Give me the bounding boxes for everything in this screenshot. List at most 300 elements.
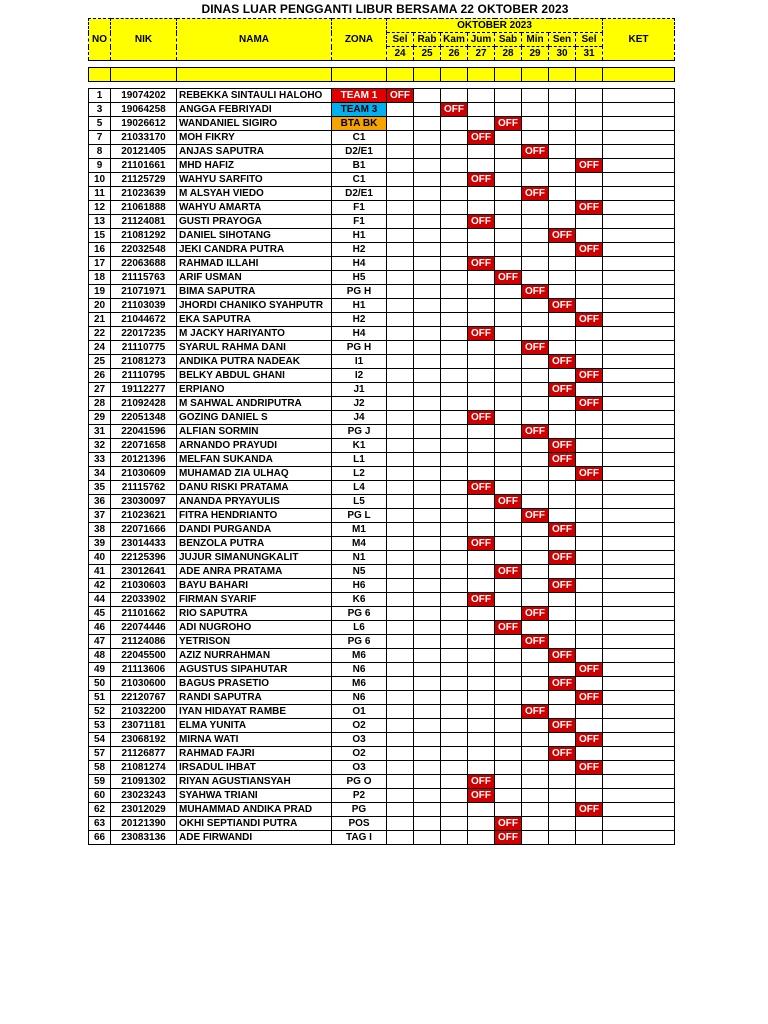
day-cell <box>387 271 414 285</box>
day-cell <box>522 103 549 117</box>
row-nik: 21081274 <box>111 761 177 775</box>
row-nama: RANDI SAPUTRA <box>177 691 332 705</box>
day-cell <box>468 635 495 649</box>
day-cell <box>414 775 441 789</box>
day-cell <box>522 173 549 187</box>
day-cell <box>441 453 468 467</box>
day-cell <box>387 649 414 663</box>
day-cell <box>468 313 495 327</box>
day-cell <box>414 663 441 677</box>
row-zona: O3 <box>332 761 387 775</box>
off-marker: OFF <box>468 215 495 229</box>
row-nik: 22063688 <box>111 257 177 271</box>
day-cell <box>441 425 468 439</box>
row-zona: TEAM 3 <box>332 103 387 117</box>
day-cell <box>468 285 495 299</box>
day-cell <box>549 103 576 117</box>
table-row <box>89 467 675 481</box>
row-number: 50 <box>89 677 111 691</box>
table-row <box>89 285 675 299</box>
day-cell <box>414 705 441 719</box>
day-cell <box>576 747 603 761</box>
day-cell <box>495 649 522 663</box>
row-ket <box>603 481 675 495</box>
row-number: 44 <box>89 593 111 607</box>
day-cell <box>549 733 576 747</box>
row-number: 5 <box>89 117 111 131</box>
day-cell <box>495 537 522 551</box>
day-cell <box>387 397 414 411</box>
table-row <box>89 89 675 103</box>
day-cell <box>441 117 468 131</box>
row-ket <box>603 271 675 285</box>
day-cell <box>441 761 468 775</box>
day-cell <box>495 775 522 789</box>
row-zona: L2 <box>332 467 387 481</box>
table-row <box>89 341 675 355</box>
day-cell <box>549 131 576 145</box>
row-ket <box>603 285 675 299</box>
row-nama: RAHMAD FAJRI <box>177 747 332 761</box>
off-marker: OFF <box>549 747 576 761</box>
table-row <box>89 523 675 537</box>
off-marker: OFF <box>522 425 549 439</box>
row-ket <box>603 117 675 131</box>
day-cell <box>468 369 495 383</box>
table-row <box>89 425 675 439</box>
day-cell <box>441 621 468 635</box>
row-number: 28 <box>89 397 111 411</box>
row-nik: 21081292 <box>111 229 177 243</box>
day-cell <box>414 621 441 635</box>
off-marker: OFF <box>495 271 522 285</box>
row-zona: I1 <box>332 355 387 369</box>
row-nama: MUHAMAD ZIA ULHAQ <box>177 467 332 481</box>
day-date-header: 25 <box>414 47 441 61</box>
day-cell <box>522 691 549 705</box>
row-nama: BENZOLA PUTRA <box>177 537 332 551</box>
row-zona: PG O <box>332 775 387 789</box>
day-cell <box>387 495 414 509</box>
day-cell <box>576 495 603 509</box>
day-cell <box>414 355 441 369</box>
day-cell <box>522 537 549 551</box>
day-cell <box>522 411 549 425</box>
row-nik: 21030603 <box>111 579 177 593</box>
day-cell <box>414 341 441 355</box>
day-cell <box>414 593 441 607</box>
day-cell <box>576 565 603 579</box>
day-cell <box>549 509 576 523</box>
day-cell <box>414 607 441 621</box>
day-cell <box>576 327 603 341</box>
spacer-row <box>89 82 675 89</box>
off-marker: OFF <box>549 579 576 593</box>
row-number: 26 <box>89 369 111 383</box>
day-cell <box>576 817 603 831</box>
row-nama: DANDI PURGANDA <box>177 523 332 537</box>
row-number: 41 <box>89 565 111 579</box>
row-nik: 19074202 <box>111 89 177 103</box>
off-marker: OFF <box>549 383 576 397</box>
row-nik: 21030609 <box>111 467 177 481</box>
row-nik: 21113606 <box>111 663 177 677</box>
day-cell <box>549 173 576 187</box>
row-ket <box>603 201 675 215</box>
row-ket <box>603 831 675 845</box>
row-nama: ADE FIRWANDI <box>177 831 332 845</box>
blank-header-row <box>89 68 675 82</box>
day-cell <box>549 145 576 159</box>
day-cell <box>441 509 468 523</box>
table-row <box>89 733 675 747</box>
day-cell <box>441 131 468 145</box>
table-row <box>89 131 675 145</box>
day-cell <box>387 817 414 831</box>
day-cell <box>549 243 576 257</box>
day-cell <box>387 607 414 621</box>
day-cell <box>576 579 603 593</box>
row-number: 62 <box>89 803 111 817</box>
day-cell <box>522 117 549 131</box>
spacer-row <box>89 61 675 68</box>
row-nik: 21115763 <box>111 271 177 285</box>
day-cell <box>441 257 468 271</box>
row-nik: 23068192 <box>111 733 177 747</box>
row-ket <box>603 299 675 313</box>
day-cell <box>495 257 522 271</box>
day-cell <box>387 285 414 299</box>
row-number: 3 <box>89 103 111 117</box>
day-cell <box>576 789 603 803</box>
row-ket <box>603 411 675 425</box>
day-cell <box>549 663 576 677</box>
day-cell <box>495 285 522 299</box>
day-cell <box>495 719 522 733</box>
row-nama: ANJAS SAPUTRA <box>177 145 332 159</box>
day-cell <box>414 733 441 747</box>
day-cell <box>549 803 576 817</box>
day-cell <box>549 495 576 509</box>
day-cell <box>576 117 603 131</box>
day-cell <box>549 691 576 705</box>
off-marker: OFF <box>549 677 576 691</box>
row-ket <box>603 509 675 523</box>
day-cell <box>549 159 576 173</box>
row-number: 9 <box>89 159 111 173</box>
day-cell <box>414 789 441 803</box>
row-ket <box>603 649 675 663</box>
day-cell <box>522 551 549 565</box>
day-cell <box>414 481 441 495</box>
row-nik: 23023243 <box>111 789 177 803</box>
day-cell <box>549 761 576 775</box>
day-cell <box>522 439 549 453</box>
day-name-header: Sel <box>387 33 414 47</box>
day-cell <box>549 425 576 439</box>
day-cell <box>549 831 576 845</box>
day-cell <box>387 131 414 145</box>
day-cell <box>441 173 468 187</box>
table-row <box>89 243 675 257</box>
row-nama: JHORDI CHANIKO SYAHPUTR <box>177 299 332 313</box>
row-nik: 21110775 <box>111 341 177 355</box>
table-row <box>89 537 675 551</box>
day-cell <box>468 271 495 285</box>
day-cell <box>441 201 468 215</box>
day-cell <box>387 719 414 733</box>
table-row <box>89 313 675 327</box>
day-cell <box>414 411 441 425</box>
row-nama: SYARUL RAHMA DANI <box>177 341 332 355</box>
table-row <box>89 173 675 187</box>
day-cell <box>549 187 576 201</box>
day-date-header: 31 <box>576 47 603 61</box>
row-nik: 21030600 <box>111 677 177 691</box>
off-marker: OFF <box>468 789 495 803</box>
day-cell <box>495 467 522 481</box>
table-row <box>89 215 675 229</box>
row-nama: MHD HAFIZ <box>177 159 332 173</box>
table-row <box>89 201 675 215</box>
off-marker: OFF <box>576 159 603 173</box>
row-ket <box>603 383 675 397</box>
day-cell <box>387 761 414 775</box>
table-row <box>89 649 675 663</box>
table-row <box>89 607 675 621</box>
off-marker: OFF <box>468 257 495 271</box>
off-marker: OFF <box>387 89 414 103</box>
day-cell <box>495 313 522 327</box>
page-title: DINAS LUAR PENGGANTI LIBUR BERSAMA 22 OKTOBER 2023 <box>201 2 569 16</box>
day-date-header: 30 <box>549 47 576 61</box>
day-cell <box>468 663 495 677</box>
row-number: 11 <box>89 187 111 201</box>
row-ket <box>603 467 675 481</box>
day-cell <box>441 159 468 173</box>
day-cell <box>495 145 522 159</box>
row-nama: AGUSTUS SIPAHUTAR <box>177 663 332 677</box>
row-ket <box>603 719 675 733</box>
day-cell <box>414 649 441 663</box>
row-zona: D2/E1 <box>332 145 387 159</box>
day-cell <box>495 327 522 341</box>
day-cell <box>441 145 468 159</box>
table-row <box>89 509 675 523</box>
day-cell <box>468 187 495 201</box>
row-number: 21 <box>89 313 111 327</box>
row-ket <box>603 173 675 187</box>
day-cell <box>522 747 549 761</box>
off-marker: OFF <box>468 411 495 425</box>
day-cell <box>441 747 468 761</box>
row-zona: PG L <box>332 509 387 523</box>
day-cell <box>441 439 468 453</box>
day-cell <box>414 803 441 817</box>
day-cell <box>387 103 414 117</box>
day-cell <box>495 677 522 691</box>
row-nama: DANIEL SIHOTANG <box>177 229 332 243</box>
row-nik: 20121405 <box>111 145 177 159</box>
day-cell <box>441 691 468 705</box>
day-cell <box>441 285 468 299</box>
off-marker: OFF <box>495 817 522 831</box>
off-marker: OFF <box>522 285 549 299</box>
row-nik: 21124081 <box>111 215 177 229</box>
off-marker: OFF <box>576 803 603 817</box>
table-row <box>89 831 675 845</box>
row-zona: PG H <box>332 341 387 355</box>
day-cell <box>387 803 414 817</box>
day-cell <box>387 313 414 327</box>
day-cell <box>387 425 414 439</box>
day-cell <box>441 481 468 495</box>
day-cell <box>522 215 549 229</box>
row-zona: O2 <box>332 719 387 733</box>
day-cell <box>468 467 495 481</box>
row-ket <box>603 677 675 691</box>
day-cell <box>576 705 603 719</box>
day-cell <box>549 397 576 411</box>
table-row <box>89 481 675 495</box>
day-cell <box>522 397 549 411</box>
row-ket <box>603 215 675 229</box>
day-date-header: 26 <box>441 47 468 61</box>
day-cell <box>495 523 522 537</box>
day-cell <box>468 747 495 761</box>
table-row <box>89 789 675 803</box>
row-zona: M6 <box>332 677 387 691</box>
row-ket <box>603 229 675 243</box>
row-nik: 21044672 <box>111 313 177 327</box>
day-cell <box>549 593 576 607</box>
row-number: 42 <box>89 579 111 593</box>
row-nama: ADI NUGROHO <box>177 621 332 635</box>
off-marker: OFF <box>549 355 576 369</box>
day-cell <box>468 229 495 243</box>
off-marker: OFF <box>441 103 468 117</box>
off-marker: OFF <box>576 761 603 775</box>
table-row <box>89 579 675 593</box>
row-nik: 22051348 <box>111 411 177 425</box>
day-cell <box>468 89 495 103</box>
day-cell <box>576 341 603 355</box>
day-cell <box>549 775 576 789</box>
day-cell <box>414 719 441 733</box>
row-nik: 21115762 <box>111 481 177 495</box>
day-cell <box>549 705 576 719</box>
day-cell <box>441 523 468 537</box>
day-cell <box>495 579 522 593</box>
table-row <box>89 103 675 117</box>
table-row <box>89 817 675 831</box>
header-nama: NAMA <box>177 19 332 61</box>
day-cell <box>495 705 522 719</box>
row-nik: 21124086 <box>111 635 177 649</box>
day-cell <box>414 761 441 775</box>
day-cell <box>387 509 414 523</box>
off-marker: OFF <box>576 733 603 747</box>
day-cell <box>549 369 576 383</box>
day-cell <box>468 831 495 845</box>
row-zona: C1 <box>332 131 387 145</box>
row-ket <box>603 593 675 607</box>
row-zona: F1 <box>332 201 387 215</box>
day-cell <box>576 481 603 495</box>
row-nik: 22071666 <box>111 523 177 537</box>
row-zona: M6 <box>332 649 387 663</box>
row-ket <box>603 495 675 509</box>
day-cell <box>414 299 441 313</box>
table-row <box>89 803 675 817</box>
day-cell <box>468 159 495 173</box>
day-cell <box>441 397 468 411</box>
day-cell <box>441 495 468 509</box>
row-zona: H4 <box>332 257 387 271</box>
day-cell <box>576 411 603 425</box>
day-date-header: 29 <box>522 47 549 61</box>
day-cell <box>387 831 414 845</box>
row-ket <box>603 579 675 593</box>
day-cell <box>414 103 441 117</box>
day-cell <box>387 201 414 215</box>
day-cell <box>549 565 576 579</box>
day-cell <box>495 299 522 313</box>
schedule-table <box>88 18 675 845</box>
day-cell <box>441 733 468 747</box>
day-cell <box>522 467 549 481</box>
day-name-header: Jum <box>468 33 495 47</box>
row-zona: L6 <box>332 621 387 635</box>
day-cell <box>468 607 495 621</box>
day-cell <box>495 355 522 369</box>
day-cell <box>387 523 414 537</box>
day-cell <box>414 327 441 341</box>
row-nama: RIO SAPUTRA <box>177 607 332 621</box>
row-ket <box>603 425 675 439</box>
day-cell <box>576 523 603 537</box>
row-nik: 21110795 <box>111 369 177 383</box>
day-cell <box>441 663 468 677</box>
row-zona: J1 <box>332 383 387 397</box>
day-cell <box>414 747 441 761</box>
row-zona: K6 <box>332 593 387 607</box>
row-number: 34 <box>89 467 111 481</box>
off-marker: OFF <box>495 831 522 845</box>
row-nik: 22045500 <box>111 649 177 663</box>
row-ket <box>603 621 675 635</box>
day-cell <box>414 173 441 187</box>
day-cell <box>441 635 468 649</box>
row-zona: M4 <box>332 537 387 551</box>
row-nik: 20121396 <box>111 453 177 467</box>
row-nama: M JACKY HARIYANTO <box>177 327 332 341</box>
off-marker: OFF <box>522 145 549 159</box>
day-cell <box>441 719 468 733</box>
table-row <box>89 397 675 411</box>
day-cell <box>522 159 549 173</box>
day-cell <box>522 817 549 831</box>
row-zona: H1 <box>332 229 387 243</box>
row-nama: AZIZ NURRAHMAN <box>177 649 332 663</box>
off-marker: OFF <box>468 481 495 495</box>
day-cell <box>549 607 576 621</box>
day-cell <box>414 369 441 383</box>
row-zona: N1 <box>332 551 387 565</box>
row-number: 48 <box>89 649 111 663</box>
day-cell <box>441 649 468 663</box>
table-row <box>89 551 675 565</box>
